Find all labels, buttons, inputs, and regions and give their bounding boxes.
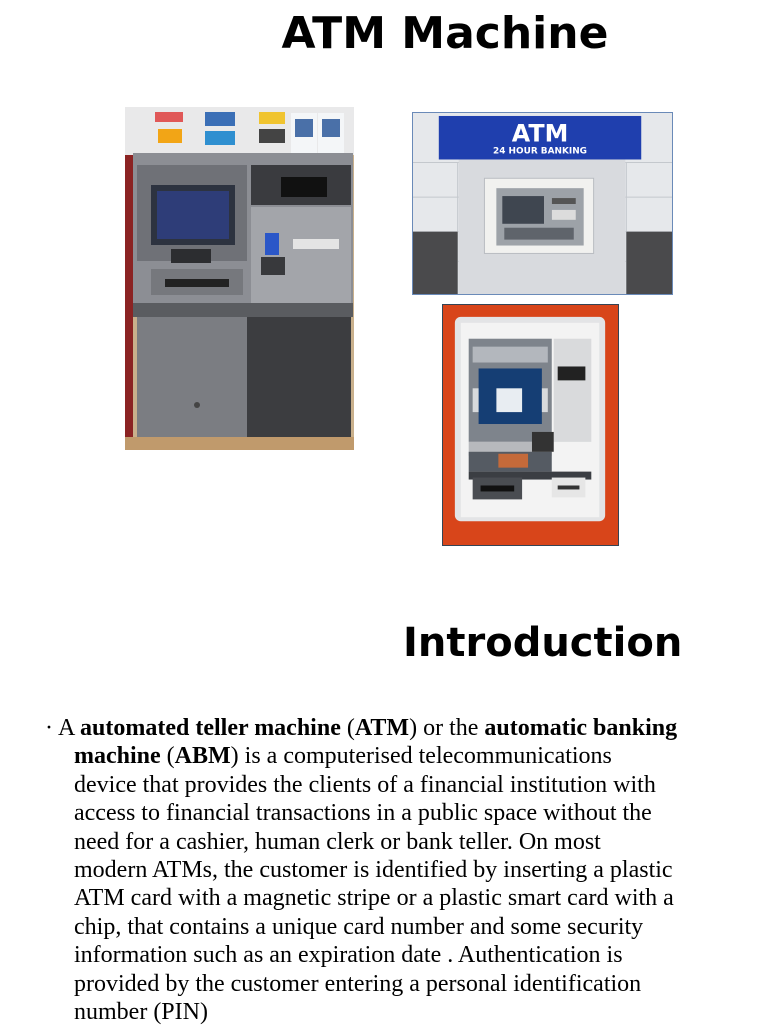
intro-line-2: machine (ABM) is a computerised telecommunications — [74, 743, 612, 770]
intro-line: information such as an expiration date . Authentication is — [74, 942, 623, 969]
section-heading-introduction: Introduction — [403, 620, 683, 666]
intro-line: modern ATMs, the customer is identified by inserting a plastic — [74, 857, 673, 884]
intro-line-1: A automated teller machine (ATM) or the automatic banking — [58, 715, 678, 741]
atm-white-kiosk-photo — [442, 304, 619, 546]
intro-line: number (PIN) — [74, 999, 208, 1026]
intro-line: chip, that contains a unique card number and some security — [74, 913, 644, 940]
intro-line: ATM card with a magnetic stripe or a plastic smart card with a — [74, 885, 674, 912]
intro-line: access to financial transactions in a public space without the — [74, 800, 652, 827]
atm-sign-subtext: 24 HOUR BANKING — [493, 146, 588, 157]
atm-sign-text: ATM — [511, 119, 569, 148]
intro-paragraph — [45, 714, 735, 1026]
atm-wall-24hour-photo — [412, 112, 673, 295]
bullet: · — [45, 715, 53, 741]
atm-floor-standing-photo — [125, 107, 354, 450]
intro-line: device that provides the clients of a financial institution with — [74, 771, 656, 798]
intro-line: need for a cashier, human clerk or bank teller. On most — [74, 828, 601, 855]
intro-line: provided by the customer entering a personal identification — [74, 970, 642, 997]
slide-title: ATM Machine — [281, 8, 609, 59]
